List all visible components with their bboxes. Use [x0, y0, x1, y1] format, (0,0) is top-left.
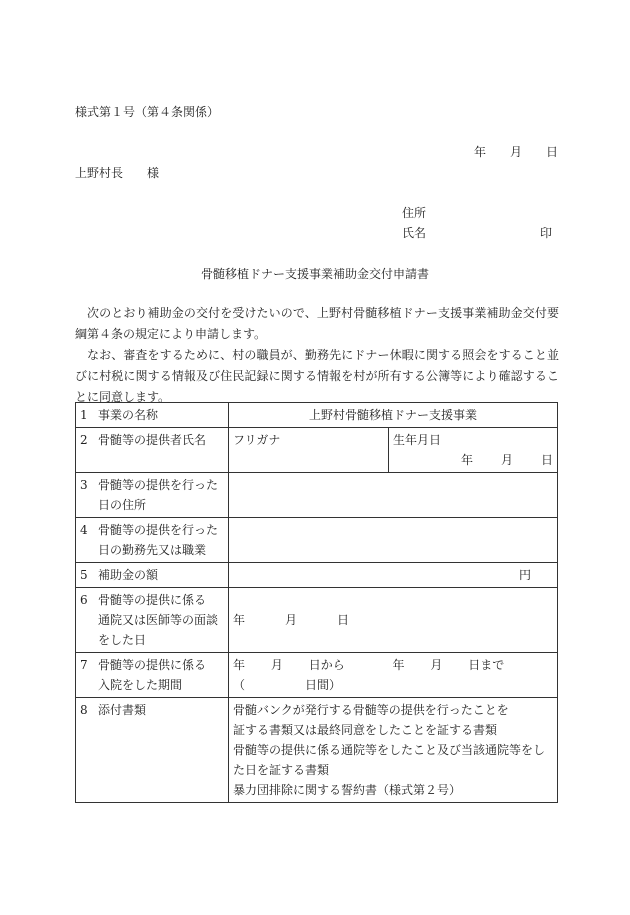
period-dates: [233, 655, 553, 675]
end-day-label: 日まで: [468, 658, 505, 672]
row-label-line1: 骨髄等の提供に係る: [98, 593, 207, 607]
visit-date-field[interactable]: [229, 588, 558, 653]
row-label: 補助金の額: [98, 568, 159, 582]
row-number: 3: [80, 478, 88, 492]
row-label-line2: 日の住所: [98, 498, 147, 512]
birth-year-label: 年: [460, 453, 473, 467]
visit-day-label: 日: [337, 613, 350, 627]
row-number: 2: [80, 433, 88, 447]
seal-mark: 印: [540, 226, 553, 240]
application-date: [474, 143, 558, 160]
application-form-table: [75, 402, 558, 803]
row-number: 4: [80, 523, 88, 537]
birthdate-label: 生年月日: [393, 433, 442, 447]
date-month-label: 月: [509, 145, 522, 159]
row5-label-cell: [76, 563, 229, 588]
address-label: 住所: [402, 206, 427, 220]
body-paragraph-1: 次のとおり補助金の交付を受けたいので、上野村骨髄移植ドナー支援事業補助金交付要綱第４条の規定により申請します。: [75, 306, 559, 341]
addressee: [75, 164, 159, 181]
document-title: 骨髄移植ドナー支援事業補助金交付申請書: [200, 267, 429, 281]
table-row: [76, 403, 558, 428]
table-row: [76, 563, 558, 588]
body-paragraph-2: なお、審査をするために、村の職員が、勤務先にドナー休暇に関する照会をすること並びに村税に関する情報及び住民記録に関する情報を村が所有する公簿等により確認することに同意します。: [75, 348, 559, 404]
birth-month-label: 月: [500, 453, 513, 467]
attachment-item: た日を証する書類: [233, 763, 330, 777]
row-label: 添付書類: [98, 703, 147, 717]
row-label-line2: 通院又は医師等の面談: [98, 613, 219, 627]
table-row: [76, 428, 558, 473]
table-row: [76, 588, 558, 653]
row1-label-cell: [76, 403, 229, 428]
project-name-cell: 上野村骨髄移植ドナー支援事業: [229, 403, 558, 428]
table-row: [76, 698, 558, 803]
row-label-line3: をした日: [98, 633, 147, 647]
attachment-item: 暴力団排除に関する誓約書（様式第２号）: [233, 783, 462, 797]
end-year-label: 年: [392, 658, 405, 672]
row-label-line1: 骨髄等の提供を行った: [98, 478, 219, 492]
table-row: [76, 473, 558, 518]
attachments-cell: [229, 698, 558, 803]
birthdate-ymd: [393, 450, 553, 470]
row-label-line2: 入院をした期間: [98, 678, 183, 692]
row-label: 事業の名称: [98, 408, 159, 422]
start-year-label: 年: [233, 658, 246, 672]
row-label-line1: 骨髄等の提供に係る: [98, 658, 207, 672]
row-label-line2: 日の勤務先又は職業: [98, 543, 207, 557]
addressee-name: 上野村長: [75, 166, 124, 180]
birthdate-field[interactable]: [389, 428, 558, 473]
row-number: 8: [80, 703, 88, 717]
furigana-label: フリガナ: [233, 433, 281, 447]
row-label-line1: 骨髄等の提供を行った: [98, 523, 219, 537]
attachment-item: 骨髄等の提供に係る通院等をしたこと及び当該通院等をし: [233, 743, 546, 757]
row6-label-cell: [76, 588, 229, 653]
body-text: [75, 303, 559, 408]
table-row: [76, 653, 558, 698]
name-label: 氏名: [402, 226, 427, 240]
visit-month-label: 月: [285, 613, 298, 627]
attachment-item: 骨髄バンクが発行する骨髄等の提供を行ったことを: [233, 703, 509, 717]
yen-unit: 円: [519, 568, 532, 582]
start-month-label: 月: [270, 658, 283, 672]
row-number: 1: [80, 408, 88, 422]
row-number: 5: [80, 568, 88, 582]
date-day-label: 日: [545, 145, 558, 159]
addressee-suffix: 様: [147, 166, 160, 180]
start-day-label: 日から: [308, 658, 345, 672]
row8-label-cell: [76, 698, 229, 803]
date-year-label: 年: [474, 145, 487, 159]
row-number: 7: [80, 658, 88, 672]
form-number: 様式第１号（第４条関係）: [75, 105, 220, 119]
donor-address-field[interactable]: [229, 473, 558, 518]
table-row: [76, 518, 558, 563]
donor-name-field[interactable]: [229, 428, 389, 473]
attachment-item: 証する書類又は最終同意をしたことを証する書類: [233, 723, 498, 737]
workplace-field[interactable]: [229, 518, 558, 563]
row4-label-cell: [76, 518, 229, 563]
end-month-label: 月: [430, 658, 443, 672]
subsidy-amount-field[interactable]: [229, 563, 558, 588]
hospitalization-period-field[interactable]: [229, 653, 558, 698]
period-days: （ 日間）: [233, 678, 342, 692]
row7-label-cell: [76, 653, 229, 698]
birth-day-label: 日: [541, 453, 554, 467]
row-label: 骨髄等の提供者氏名: [98, 433, 207, 447]
row3-label-cell: [76, 473, 229, 518]
visit-year-label: 年: [233, 613, 246, 627]
row2-label-cell: [76, 428, 229, 473]
row-number: 6: [80, 593, 88, 607]
